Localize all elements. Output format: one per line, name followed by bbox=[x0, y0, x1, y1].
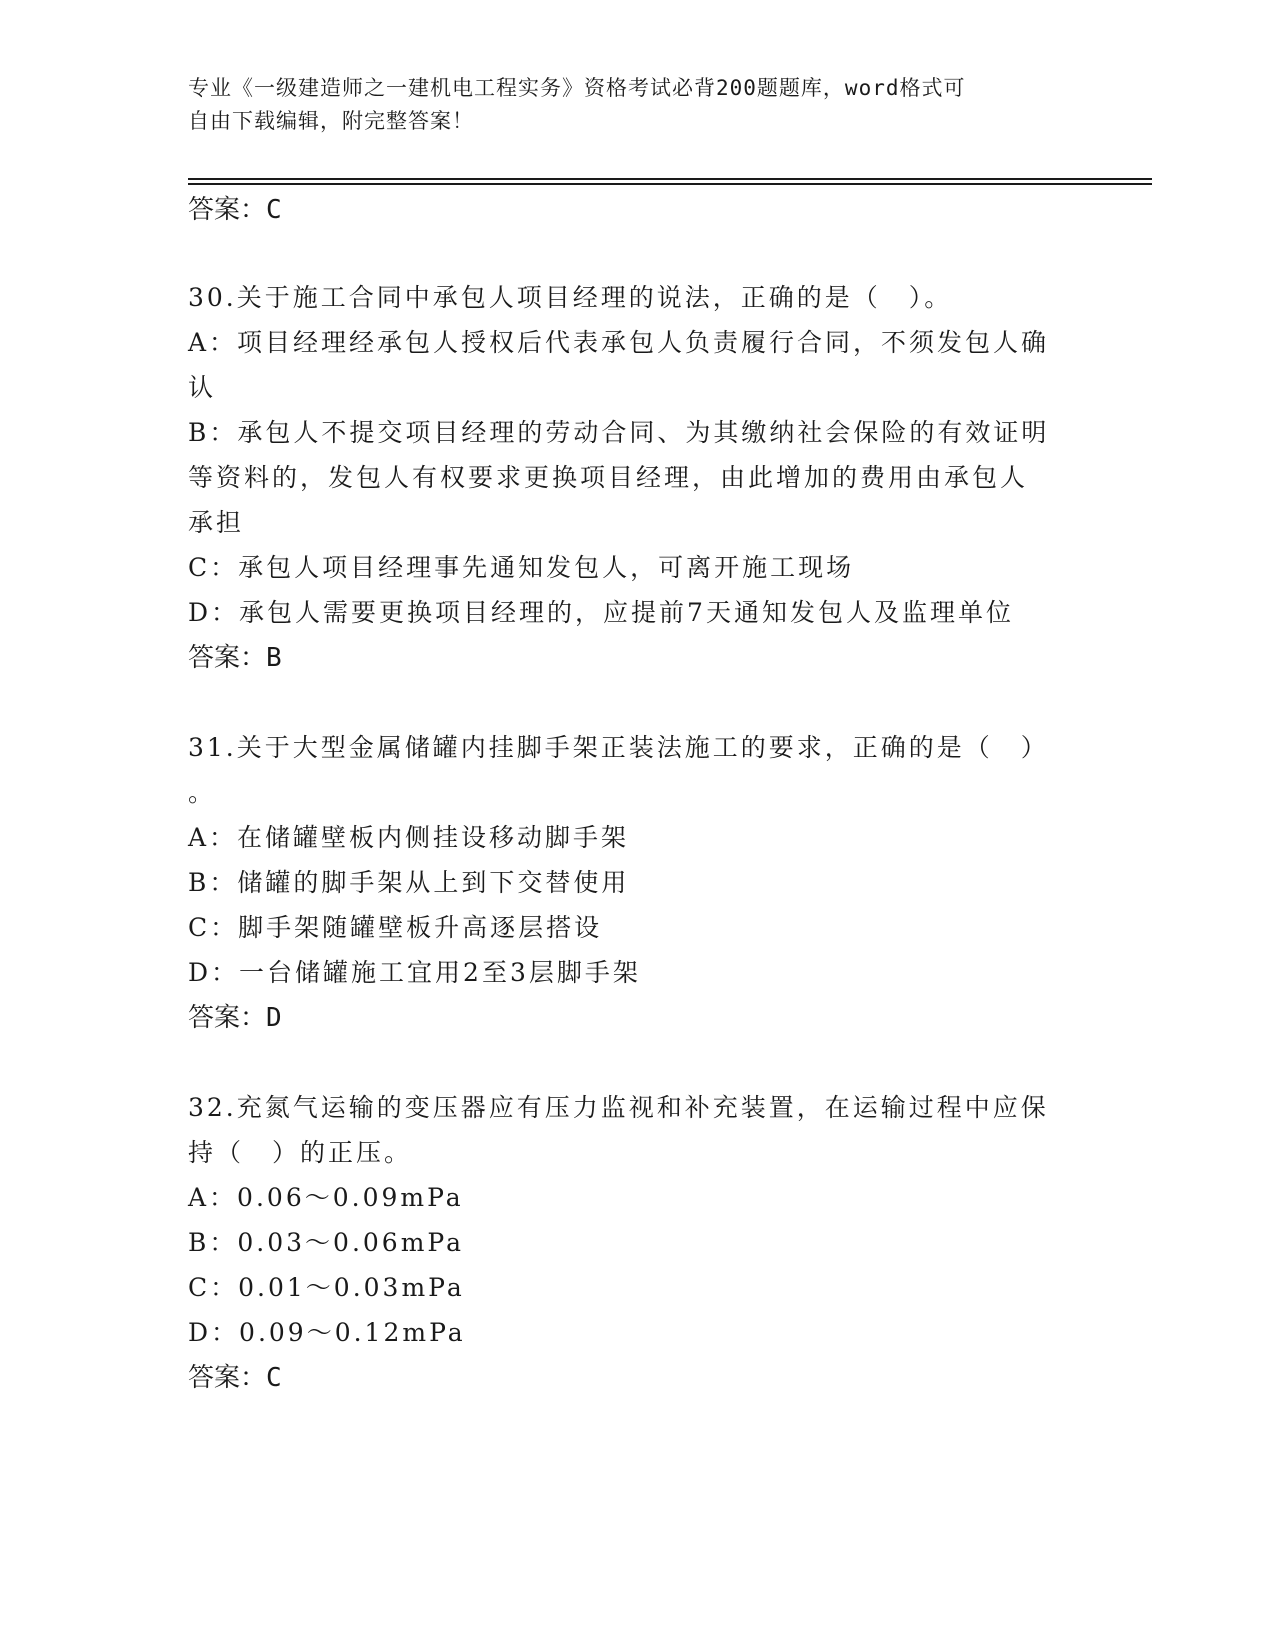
option-b: B：0.03～0.06mPa bbox=[188, 1228, 465, 1257]
option-b-continued-2: 承担 bbox=[188, 508, 245, 537]
option-b-continued: 等资料的，发包人有权要求更换项目经理，由此增加的费用由承包人 bbox=[188, 463, 1029, 492]
question-stem-continued: 持（ ）的正压。 bbox=[188, 1138, 413, 1167]
option-d: D：承包人需要更换项目经理的，应提前7天通知发包人及监理单位 bbox=[188, 598, 1014, 627]
option-a-continued: 认 bbox=[188, 373, 217, 402]
header-divider-top bbox=[188, 178, 1152, 180]
header-line-1: 专业《一级建造师之一建机电工程实务》资格考试必背200题题库，word格式可 bbox=[188, 76, 966, 100]
previous-answer: 答案：C bbox=[188, 195, 282, 225]
answer: 答案：D bbox=[188, 1003, 282, 1033]
option-c: C：0.01～0.03mPa bbox=[188, 1273, 465, 1302]
option-a: A：项目经理经承包人授权后代表承包人负责履行合同，不须发包人确 bbox=[188, 328, 1050, 357]
option-c: C：脚手架随罐壁板升高逐层搭设 bbox=[188, 913, 603, 942]
page-header bbox=[188, 72, 1068, 138]
question-stem: 30.关于施工合同中承包人项目经理的说法，正确的是（ ）。 bbox=[188, 283, 953, 312]
header-divider-bottom bbox=[188, 183, 1152, 185]
option-b: B：储罐的脚手架从上到下交替使用 bbox=[188, 868, 630, 897]
option-a: A：0.06～0.09mPa bbox=[188, 1183, 464, 1212]
question-stem: 32.充氮气运输的变压器应有压力监视和补充装置，在运输过程中应保 bbox=[188, 1093, 1049, 1122]
question-stem-continued: 。 bbox=[188, 778, 217, 807]
option-d: D：0.09～0.12mPa bbox=[188, 1318, 466, 1347]
option-d: D：一台储罐施工宜用2至3层脚手架 bbox=[188, 958, 641, 987]
question-stem: 31.关于大型金属储罐内挂脚手架正装法施工的要求，正确的是（ ） bbox=[188, 733, 1049, 762]
option-b: B：承包人不提交项目经理的劳动合同、为其缴纳社会保险的有效证明 bbox=[188, 418, 1050, 447]
option-c: C：承包人项目经理事先通知发包人，可离开施工现场 bbox=[188, 553, 855, 582]
option-a: A：在储罐壁板内侧挂设移动脚手架 bbox=[188, 823, 630, 852]
answer: 答案：C bbox=[188, 1363, 282, 1393]
header-line-2: 自由下载编辑，附完整答案！ bbox=[188, 109, 474, 133]
answer: 答案：B bbox=[188, 643, 282, 673]
